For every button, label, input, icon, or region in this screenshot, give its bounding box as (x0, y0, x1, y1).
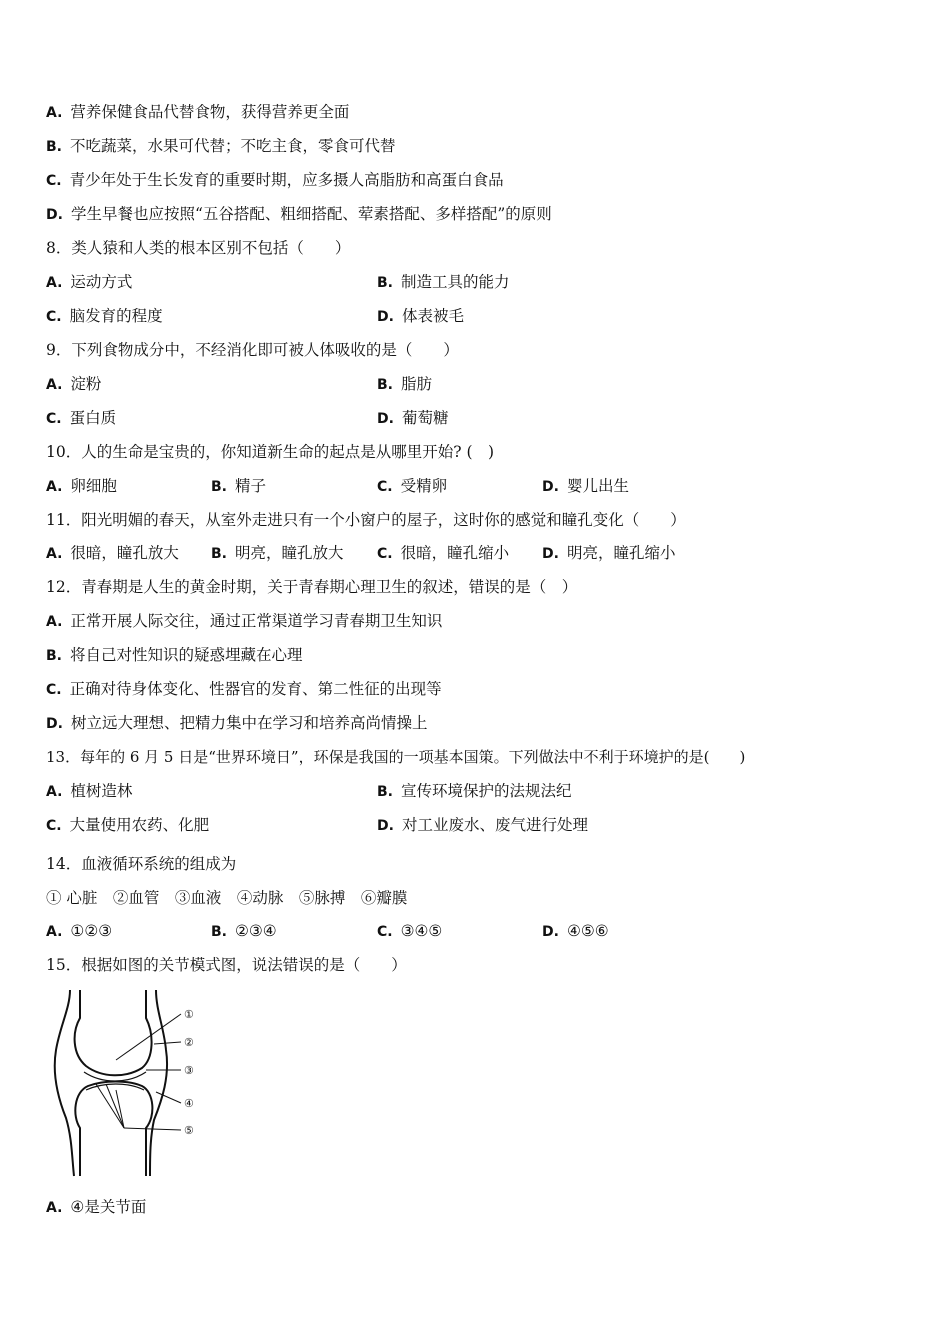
option-text: 植树造林 (70, 782, 133, 800)
option-letter: D. (377, 411, 394, 427)
option-text: 很暗，瞳孔放大 (70, 544, 179, 562)
option-text: 运动方式 (70, 273, 133, 291)
q12-option-b (46, 645, 303, 666)
q12-option-a (46, 611, 442, 632)
option-letter: D. (377, 309, 394, 325)
q7-option-c (46, 170, 504, 191)
option-letter: B. (377, 784, 393, 800)
option-letter: D. (377, 818, 394, 834)
option-letter: B. (211, 546, 227, 562)
q11-stem: 11．阳光明媚的春天，从室外走进只有一个小窗户的屋子，这时你的感觉和瞳孔变化（ ） (46, 511, 686, 529)
option-letter: B. (211, 924, 227, 940)
joint-capsule-right (150, 990, 167, 1176)
q13-option-a (46, 781, 132, 802)
option-letter: A. (46, 614, 63, 630)
q9-option-d (377, 408, 448, 429)
q14-stem: 14．血液循环系统的组成为 (46, 855, 237, 873)
option-text: ④是关节面 (70, 1198, 147, 1216)
option-text: 不吃蔬菜，水果可代替；不吃主食，零食可代替 (70, 137, 396, 155)
q8-option-d (377, 306, 464, 327)
option-text: ②③④ (235, 922, 277, 940)
label-2: ② (184, 1036, 194, 1049)
option-text: 体表被毛 (401, 307, 464, 325)
option-letter: A. (46, 275, 63, 291)
q14-items: ① 心脏 ②血管 ③血液 ④动脉 ⑤脉搏 ⑥瓣膜 (46, 889, 408, 907)
joint-diagram (46, 988, 206, 1178)
q14-option-d (542, 921, 609, 942)
q13-option-c (46, 815, 209, 836)
q10-stem: 10．人的生命是宝贵的，你知道新生命的起点是从哪里开始? ( ) (46, 443, 495, 461)
option-text: 制造工具的能力 (401, 273, 510, 291)
option-letter: C. (377, 479, 393, 495)
option-letter: D. (542, 924, 559, 940)
leader-line-1 (116, 1014, 181, 1060)
q15-option-a (46, 1197, 146, 1218)
option-letter: D. (46, 716, 63, 732)
option-letter: D. (542, 479, 559, 495)
q7-option-a (46, 102, 349, 123)
label-3: ③ (184, 1064, 194, 1077)
label-4: ④ (184, 1097, 194, 1110)
option-letter: D. (542, 546, 559, 562)
q12-option-c (46, 679, 442, 700)
q14-option-b (211, 921, 277, 942)
q7-option-b (46, 136, 396, 157)
option-text: 脑发育的程度 (69, 307, 163, 325)
option-text: 卵细胞 (70, 477, 117, 495)
option-text: 精子 (235, 477, 267, 495)
option-letter: C. (46, 173, 62, 189)
option-text: 明亮，瞳孔放大 (235, 544, 344, 562)
option-letter: C. (377, 924, 393, 940)
option-text: 淀粉 (70, 375, 102, 393)
q13-option-b (377, 781, 572, 802)
option-letter: B. (46, 139, 62, 155)
leader-line-2 (154, 1042, 181, 1044)
option-letter: A. (46, 546, 63, 562)
q12-option-d (46, 713, 427, 734)
q9-option-a (46, 374, 101, 395)
option-text: 明亮，瞳孔缩小 (566, 544, 676, 562)
option-letter: A. (46, 784, 63, 800)
q13-stem: 13．每年的 6 月 5 日是“世界环境日”，环保是我国的一项基本国策。下列做法中不利于环境护的是( ) (46, 748, 746, 766)
option-text: 婴儿出生 (566, 477, 629, 495)
q8-option-b (377, 272, 510, 293)
label-5: ⑤ (184, 1124, 194, 1137)
q11-option-d (542, 543, 675, 564)
q11-option-c (377, 543, 509, 564)
q10-option-b (211, 476, 266, 497)
option-text: 正确对待身体变化、性器官的发育、第二性征的出现等 (69, 680, 442, 698)
leader-line-5b (106, 1084, 124, 1128)
option-letter: C. (46, 411, 62, 427)
option-letter: B. (377, 275, 393, 291)
q7-option-d (46, 204, 552, 225)
option-letter: B. (46, 648, 62, 664)
option-text: 营养保健食品代替食物，获得营养更全面 (70, 103, 350, 121)
q9-option-b (377, 374, 432, 395)
q10-option-c (377, 476, 447, 497)
option-letter: A. (46, 924, 63, 940)
option-text: 青少年处于生长发育的重要时期，应多摄人高脂肪和高蛋白食品 (69, 171, 504, 189)
option-text: 宣传环境保护的法规法纪 (401, 782, 572, 800)
option-text: ③④⑤ (400, 922, 443, 940)
option-text: 蛋白质 (69, 409, 117, 427)
option-text: 将自己对性知识的疑惑埋藏在心理 (70, 646, 303, 664)
option-letter: B. (211, 479, 227, 495)
option-letter: C. (377, 546, 393, 562)
option-text: 大量使用农药、化肥 (69, 816, 210, 834)
option-text: ①②③ (70, 922, 113, 940)
q8-stem: 8．类人猿和人类的根本区别不包括（ ） (46, 239, 351, 257)
q15-stem: 15．根据如图的关节模式图，说法错误的是（ ） (46, 956, 407, 974)
option-text: 葡萄糖 (401, 409, 449, 427)
q10-option-a (46, 476, 117, 497)
q14-option-c (377, 921, 442, 942)
option-letter: A. (46, 1200, 63, 1216)
upper-bone (75, 990, 152, 1075)
q9-option-c (46, 408, 116, 429)
option-letter: D. (46, 207, 63, 223)
q12-stem: 12．青春期是人生的黄金时期，关于青春期心理卫生的叙述，错误的是（ ） (46, 578, 578, 596)
option-text: 树立远大理想、把精力集中在学习和培养高尚情操上 (70, 714, 428, 732)
option-text: 学生早餐也应按照“五谷搭配、粗细搭配、荤素搭配、多样搭配”的原则 (70, 205, 552, 223)
option-letter: C. (46, 818, 62, 834)
q9-stem: 9．下列食物成分中，不经消化即可被人体吸收的是（ ） (46, 341, 459, 359)
option-letter: B. (377, 377, 393, 393)
q13-option-d (377, 815, 588, 836)
option-letter: A. (46, 105, 63, 121)
option-text: 很暗，瞳孔缩小 (400, 544, 510, 562)
option-letter: A. (46, 479, 63, 495)
option-letter: C. (46, 309, 62, 325)
option-text: 脂肪 (401, 375, 433, 393)
option-text: ④⑤⑥ (566, 922, 609, 940)
option-text: 受精卵 (400, 477, 448, 495)
q8-option-a (46, 272, 132, 293)
label-1: ① (184, 1008, 194, 1021)
q10-option-d (542, 476, 629, 497)
option-text: 对工业废水、废气进行处理 (401, 816, 588, 834)
option-text: 正常开展人际交往，通过正常渠道学习青春期卫生知识 (70, 612, 443, 630)
option-letter: C. (46, 682, 62, 698)
joint-capsule-left (55, 990, 74, 1176)
cartilage-upper (84, 1072, 146, 1081)
q11-option-b (211, 543, 344, 564)
q11-option-a (46, 543, 179, 564)
q8-option-c (46, 306, 163, 327)
q14-option-a (46, 921, 112, 942)
option-letter: A. (46, 377, 63, 393)
